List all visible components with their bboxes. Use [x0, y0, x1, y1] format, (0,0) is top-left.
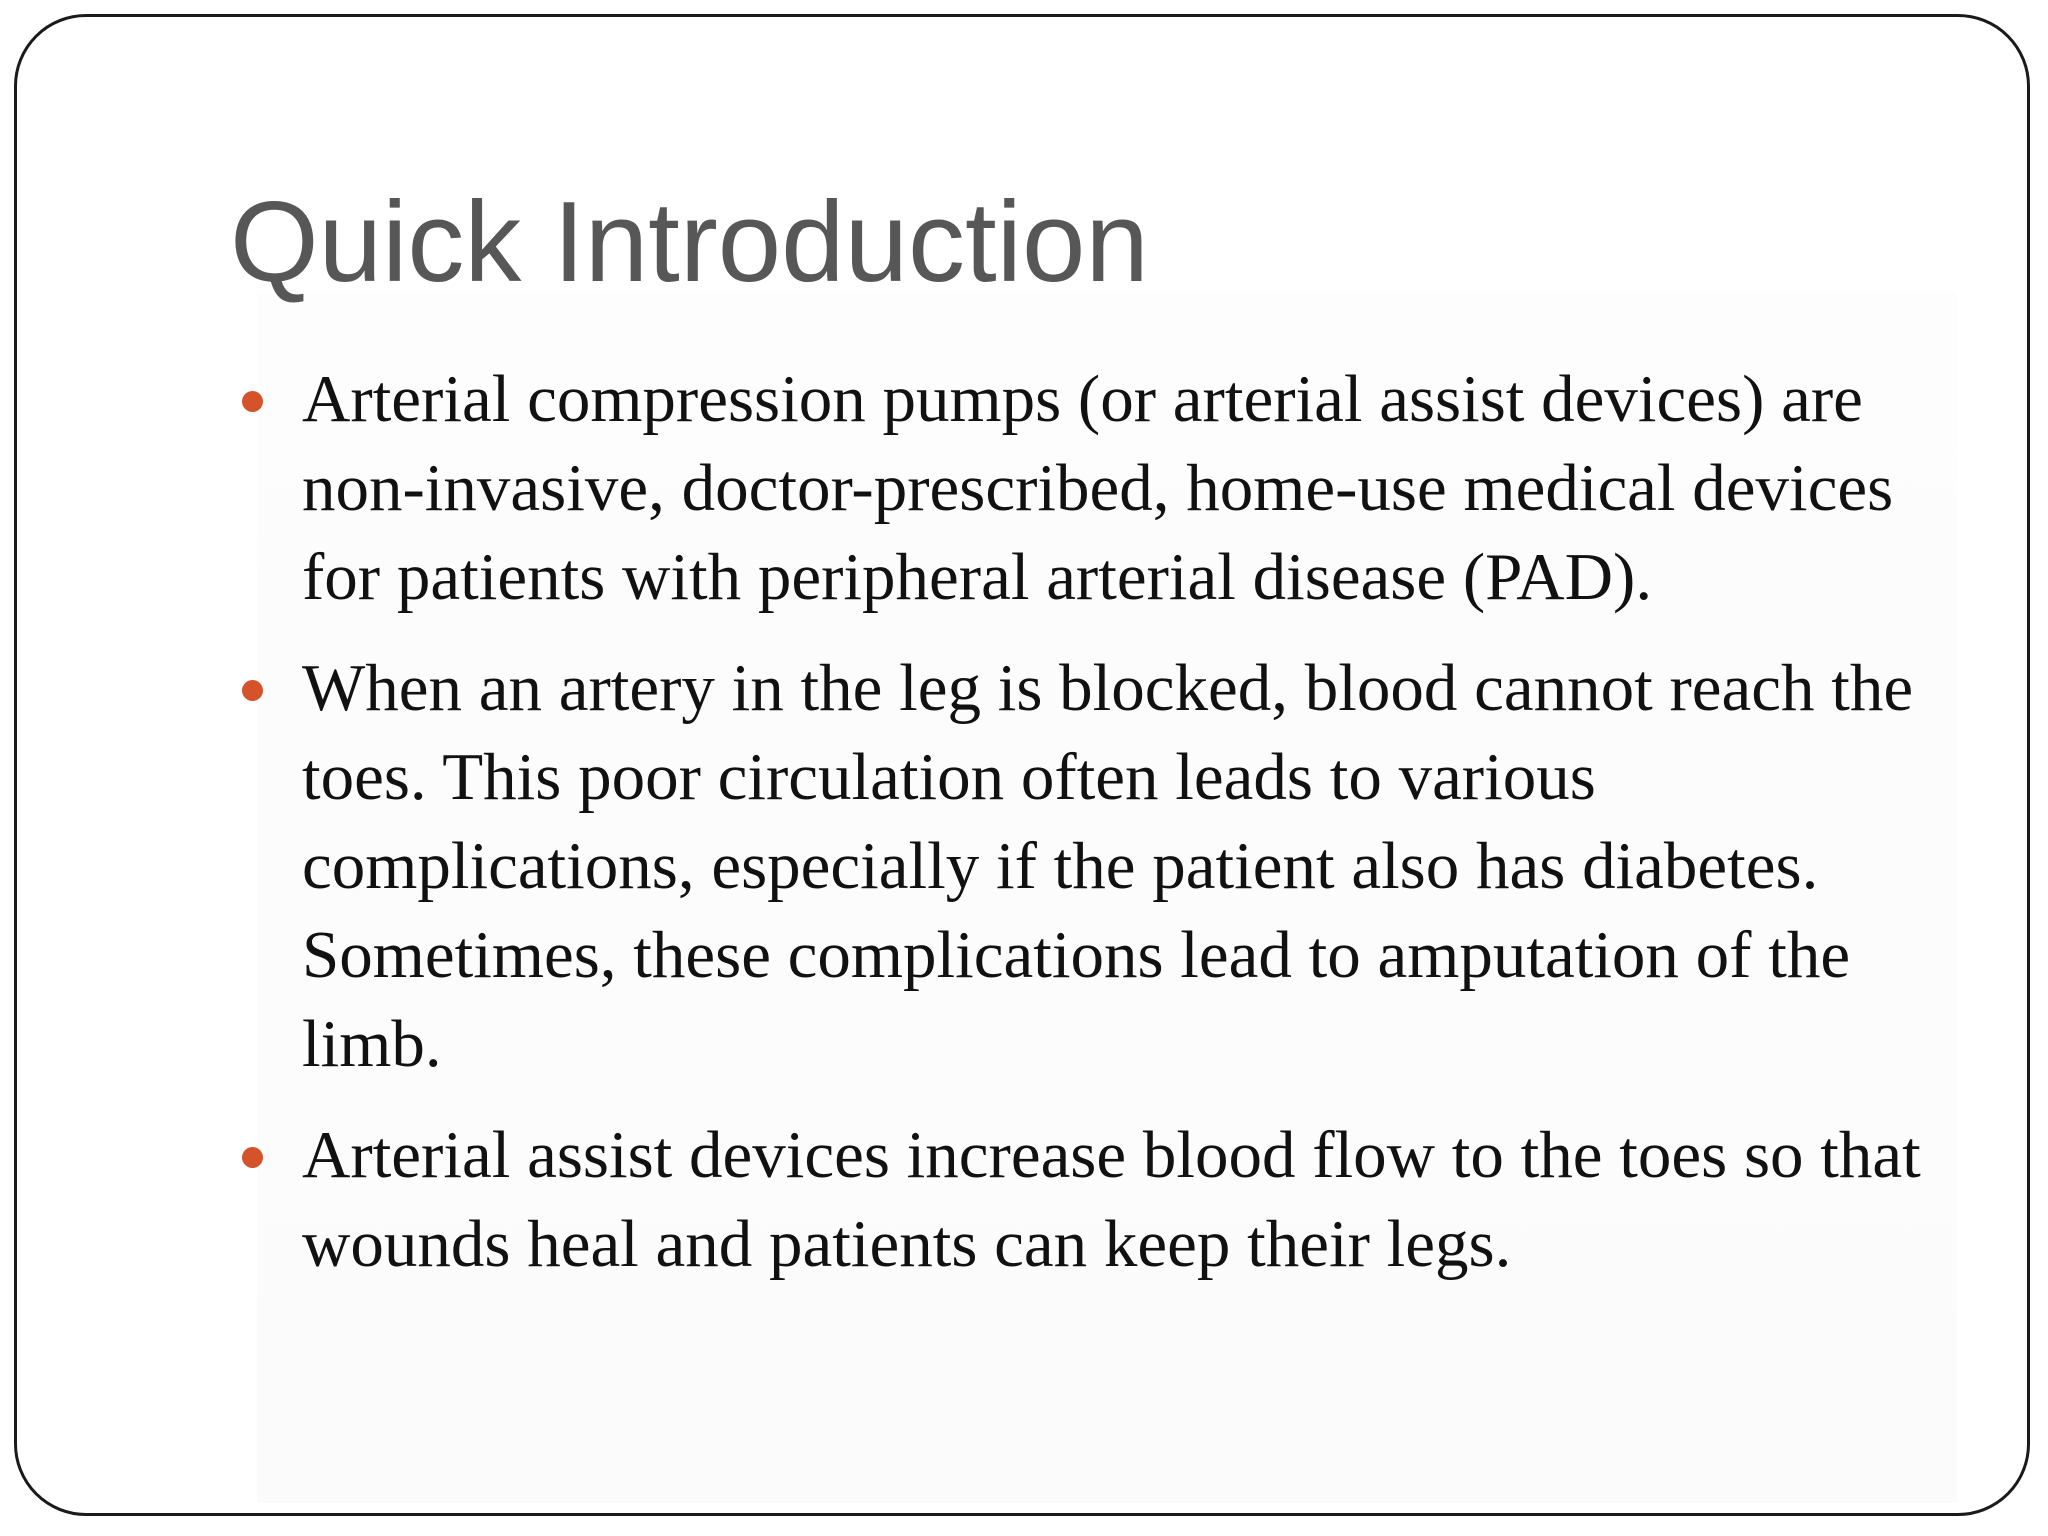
bullet-item — [230, 1111, 1950, 1289]
bullet-item — [230, 355, 1950, 622]
bullet-item — [230, 644, 1950, 1089]
slide-title: Quick Introduction — [230, 179, 1149, 306]
bullet-dot-icon — [242, 680, 263, 701]
bullet-text: Arterial assist devices increase blood flow to the toes so that wounds heal and patients can keep their legs. — [302, 1118, 1921, 1281]
bullet-text: When an artery in the leg is blocked, blood cannot reach the toes. This poor circulation often leads to various complications, especially if the patient also has diabetes. Sometimes, these complications lead to amputation of the limb. — [302, 651, 1914, 1081]
bullet-text: Arterial compression pumps (or arterial assist devices) are non-invasive, doctor-prescribed, home-use medical devices for patients with peripheral arterial disease (PAD). — [302, 362, 1894, 614]
bullet-list — [230, 355, 1950, 1311]
bullet-dot-icon — [242, 391, 263, 412]
slide-frame — [14, 14, 2030, 1516]
bullet-dot-icon — [242, 1147, 263, 1168]
